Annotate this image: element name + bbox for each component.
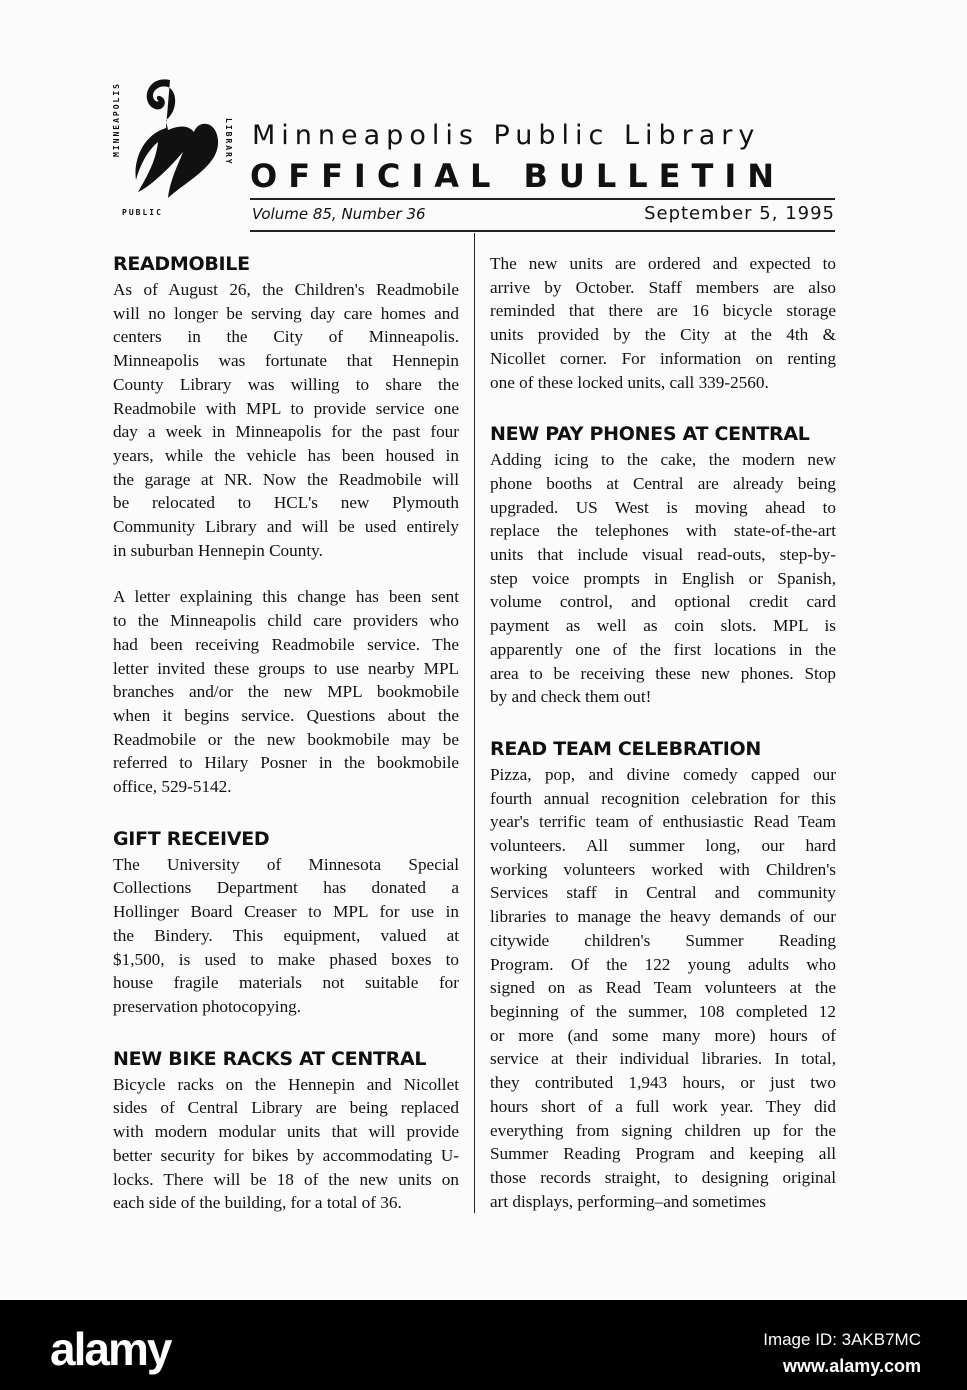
article-section <box>113 250 459 799</box>
text-line: everything from signing children up for the <box>490 1120 836 1140</box>
text-line: service at their individual libraries. In total, <box>490 1049 836 1069</box>
text-line: Community Library and will be used entirely <box>113 517 459 537</box>
text-line: Program. Of the 122 young adults who <box>490 954 836 974</box>
article-heading: READMOBILE <box>113 253 250 275</box>
article-heading: NEW PAY PHONES AT CENTRAL <box>490 423 810 446</box>
text-line: working volunteers worked with Children's <box>490 859 836 879</box>
text-line: office, 529-5142. <box>113 777 232 797</box>
text-line: payment as well as coin slots. MPL is <box>490 616 836 636</box>
article-heading: GIFT RECEIVED <box>113 827 270 850</box>
text-line: reminded that there are 16 bicycle storage <box>490 301 836 321</box>
text-line: volunteers. All summer long, our hard <box>490 836 836 856</box>
text-line: centers in the City of Minneapolis. <box>113 327 459 347</box>
watermark-bar <box>0 1300 967 1390</box>
alamy-url: www.alamy.com <box>782 1356 921 1376</box>
text-line: preservation photocopying. <box>113 996 302 1016</box>
article-paragraph <box>113 278 459 562</box>
text-line: The University of Minnesota Special <box>113 854 459 874</box>
text-line: one of these locked units, call 339-2560. <box>490 372 769 392</box>
text-line: hours short of a full work year. They did <box>490 1096 836 1116</box>
text-line: signed on as Read Team volunteers at the <box>490 978 836 998</box>
library-name: Minneapolis Public Library <box>252 120 761 151</box>
text-line: the garage at NR. Now the Readmobile will <box>113 469 459 489</box>
text-line: Services staff in Central and community <box>490 883 836 903</box>
text-line: better security for bikes by accommodating U- <box>113 1145 459 1165</box>
text-line: had been receiving Readmobile service. The <box>113 634 459 654</box>
logo-text-public: PUBLIC <box>122 208 163 217</box>
logo-text-library: LIBRARY <box>224 118 233 166</box>
text-line: Pizza, pop, and divine comedy capped our <box>490 764 836 784</box>
text-line: each side of the building, for a total of 36. <box>113 1193 402 1213</box>
issue-date: September 5, 1995 <box>644 203 835 224</box>
text-line: art displays, performing–and sometimes <box>490 1191 766 1211</box>
text-line: units that include visual read-outs, step-by- <box>490 545 836 565</box>
volume-number: Volume 85, Number 36 <box>252 205 426 223</box>
mpl-logo-icon <box>108 70 238 220</box>
column-divider <box>474 233 475 1213</box>
header-rule-top <box>250 198 835 200</box>
article-section <box>113 1019 459 1215</box>
article-paragraph <box>113 1073 459 1215</box>
article-paragraph <box>113 853 459 1019</box>
text-line: be relocated to HCL's new Plymouth <box>113 493 459 513</box>
text-line: letter invited these groups to use nearby MPL <box>113 658 459 678</box>
article-paragraph <box>490 448 836 709</box>
article-section <box>490 709 836 1213</box>
text-line: volume control, and optional credit card <box>490 592 836 612</box>
article-heading: READ TEAM CELEBRATION <box>490 737 762 760</box>
text-line: they contributed 1,943 hours, or just two <box>490 1073 836 1093</box>
library-logo <box>108 70 238 220</box>
article-section <box>113 799 459 1019</box>
text-line: libraries to manage the heavy demands of our <box>490 907 836 927</box>
left-column <box>113 250 459 1215</box>
text-line: year's terrific team of enthusiastic Read Team <box>490 812 836 832</box>
text-line: A letter explaining this change has been sent <box>113 587 459 607</box>
text-line: upgraded. US West is moving ahead to <box>490 497 836 517</box>
text-line: As of August 26, the Children's Readmobile <box>113 280 459 299</box>
text-line: will no longer be serving day care homes and <box>113 303 459 323</box>
article-paragraph <box>490 763 836 1213</box>
article-paragraph <box>113 585 459 798</box>
text-line: by and check them out! <box>490 687 652 707</box>
text-line: $1,500, is used to make phased boxes to <box>113 949 459 969</box>
text-line: referred to Hilary Posner in the bookmobile <box>113 753 459 773</box>
text-line: arrive by October. Staff members are also <box>490 277 836 297</box>
text-line: branches and/or the new MPL bookmobile <box>113 682 459 702</box>
text-line: sides of Central Library are being replaced <box>113 1098 459 1118</box>
text-line: replace the telephones with state-of-the-art <box>490 521 836 541</box>
text-line: beginning of the summer, 108 completed 12 <box>490 1001 836 1021</box>
text-line: County Library was willing to share the <box>113 374 459 394</box>
text-line: Readmobile or the new bookmobile may be <box>113 729 459 749</box>
article-section <box>490 250 836 394</box>
text-line: units provided by the City at the 4th & <box>490 325 836 345</box>
text-line: Collections Department has donated a <box>113 878 459 898</box>
header-rule-bottom <box>250 230 835 232</box>
text-line: Adding icing to the cake, the modern new <box>490 450 836 470</box>
text-line: the Bindery. This equipment, valued at <box>113 925 459 945</box>
text-line: Hollinger Board Creaser to MPL for use in <box>113 902 459 922</box>
article-paragraph <box>490 252 836 394</box>
text-line: to the Minneapolis child care providers who <box>113 611 459 631</box>
image-id: Image ID: 3AKB7MC <box>763 1330 921 1349</box>
text-line: Minneapolis was fortunate that Hennepin <box>113 351 459 371</box>
alamy-logo: alamy <box>50 1323 171 1375</box>
text-line: in suburban Hennepin County. <box>113 540 323 560</box>
text-line: those records straight, to designing original <box>490 1167 836 1187</box>
text-line: step voice prompts in English or Spanish, <box>490 568 836 588</box>
text-line: Summer Reading Program and keeping all <box>490 1144 836 1164</box>
text-line: The new units are ordered and expected to <box>490 254 836 273</box>
text-line: fourth annual recognition celebration for this <box>490 788 836 808</box>
text-line: Readmobile with MPL to provide service one <box>113 398 459 418</box>
text-line: phone booths at Central are already being <box>490 473 836 493</box>
logo-text-minneapolis: MINNEAPOLIS <box>112 82 121 157</box>
text-line: when it begins service. Questions about the <box>113 705 459 725</box>
bulletin-title: OFFICIAL BULLETIN <box>250 157 786 195</box>
text-line: house fragile materials not suitable for <box>113 973 459 993</box>
text-line: day a week in Minneapolis for the past four <box>113 422 459 442</box>
text-line: years, while the vehicle has been housed in <box>113 445 459 465</box>
text-line: citywide children's Summer Reading <box>490 930 836 950</box>
article-heading: NEW BIKE RACKS AT CENTRAL <box>113 1047 427 1070</box>
text-line: with modern modular units that will provide <box>113 1122 459 1142</box>
text-line: Bicycle racks on the Hennepin and Nicollet <box>113 1074 459 1094</box>
text-line: apparently one of the first locations in the <box>490 639 836 659</box>
text-line: or more (and some many more) hours of <box>490 1025 836 1045</box>
text-line: Nicollet corner. For information on renting <box>490 348 836 368</box>
right-column <box>490 250 836 1213</box>
article-section <box>490 394 836 709</box>
text-line: area to be receiving these new phones. Stop <box>490 663 836 683</box>
text-line: locks. There will be 18 of the new units on <box>113 1169 459 1189</box>
